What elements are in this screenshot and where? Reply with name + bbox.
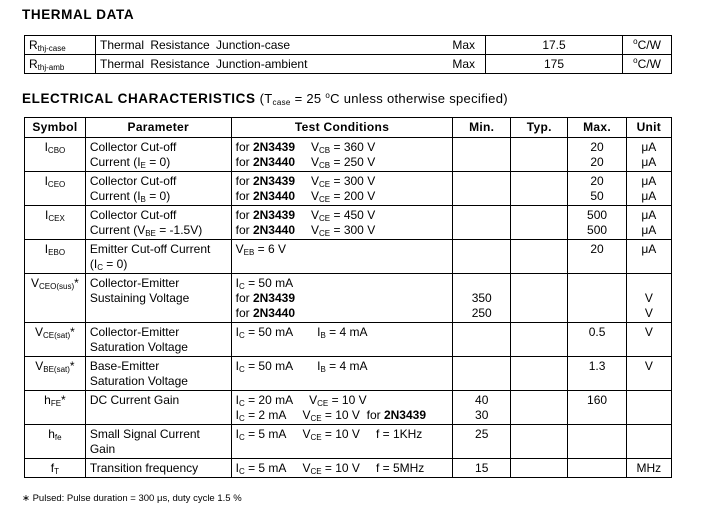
max-cell: 500 500 (568, 206, 626, 240)
symbol-cell: $V_{CEO(sus)}*$ (25, 274, 86, 323)
parameter-cell: Collector-Emitter Saturation Voltage (85, 323, 231, 357)
thermal-data-table (24, 35, 672, 74)
min-cell (453, 206, 511, 240)
symbol-cell: $h_{fe}$ (25, 425, 86, 459)
electrical-characteristics-table (24, 117, 672, 478)
unit-cell: μA μA (626, 206, 671, 240)
parameter-cell: Base-Emitter Saturation Voltage (85, 357, 231, 391)
max-cell: 1.3 (568, 357, 626, 391)
symbol-cell: $V_{CE(sat)}*$ (25, 323, 86, 357)
typ-cell (510, 357, 567, 391)
symbol-cell: $R_{thj-amb}$ (25, 55, 96, 74)
table-row (25, 391, 672, 425)
column-header: Unit (626, 118, 671, 138)
footnote: ∗ Pulsed: Pulse duration = 300 μs, duty cycle 1.5 % (22, 493, 242, 504)
parameter-cell: Collector Cut-off Current $(V_{BE} = -1.5V)$ (85, 206, 231, 240)
table-row (25, 138, 672, 172)
description-cell: Thermal Resistance Junction-case (96, 36, 432, 55)
symbol-cell: $V_{BE(sat)}*$ (25, 357, 86, 391)
test-condition-note: ($T_{case} = 25$ $^o$C unless otherwise specified) (259, 91, 508, 107)
column-header: Parameter (85, 118, 231, 138)
unit-cell (626, 425, 671, 459)
parameter-cell: Collector-Emitter Sustaining Voltage (85, 274, 231, 323)
column-header: Test Conditions (231, 118, 453, 138)
test-conditions-cell: $I_C = 50$ mA for 2N3439 for 2N3440 (231, 274, 453, 323)
unit-cell: V (626, 323, 671, 357)
max-cell: 20 50 (568, 172, 626, 206)
parameter-cell: Transition frequency (85, 459, 231, 478)
max-cell (568, 425, 626, 459)
unit-cell: $^o$C/W (623, 55, 672, 74)
symbol-cell: $I_{CEO}$ (25, 172, 86, 206)
header-row (25, 118, 672, 138)
table-row (25, 240, 672, 274)
typ-cell (510, 323, 567, 357)
column-header: Typ. (510, 118, 567, 138)
unit-cell: MHz (626, 459, 671, 478)
symbol-cell: $h_{FE}*$ (25, 391, 86, 425)
table-row (25, 172, 672, 206)
test-conditions-cell: $I_C = 50$ mA $I_B = 4$ mA (231, 357, 453, 391)
min-cell (453, 323, 511, 357)
typ-cell (510, 425, 567, 459)
value-cell: 17.5 (486, 36, 623, 55)
min-cell (453, 240, 511, 274)
typ-cell (510, 172, 567, 206)
table-row (25, 357, 672, 391)
min-cell: 25 (453, 425, 511, 459)
typ-cell (510, 240, 567, 274)
test-conditions-cell: for 2N3439 $V_{CE} = 450$ V for 2N3440 $V_{CE} = 300$ V (231, 206, 453, 240)
unit-cell: μA μA (626, 172, 671, 206)
value-cell: 175 (486, 55, 623, 74)
min-cell: 350 250 (453, 274, 511, 323)
unit-cell: μA μA (626, 138, 671, 172)
test-conditions-cell: $I_C = 5$ mA $V_{CE} = 10$ V f = 5MHz (231, 459, 453, 478)
table-row (25, 274, 672, 323)
table-row (25, 36, 672, 55)
limit-cell: Max (431, 55, 486, 74)
test-conditions-cell: $I_C = 5$ mA $V_{CE} = 10$ V f = 1KHz (231, 425, 453, 459)
max-cell: 20 20 (568, 138, 626, 172)
min-cell (453, 357, 511, 391)
unit-cell: μA (626, 240, 671, 274)
test-conditions-cell: $V_{EB} = 6$ V (231, 240, 453, 274)
symbol-cell: $R_{thj-case}$ (25, 36, 96, 55)
parameter-cell: DC Current Gain (85, 391, 231, 425)
symbol-cell: $I_{CEX}$ (25, 206, 86, 240)
max-cell (568, 459, 626, 478)
table-row (25, 425, 672, 459)
thermal-data-title: THERMAL DATA (22, 7, 135, 22)
column-header: Max. (568, 118, 626, 138)
typ-cell (510, 459, 567, 478)
column-header: Min. (453, 118, 511, 138)
parameter-cell: Collector Cut-off Current $(I_B = 0)$ (85, 172, 231, 206)
unit-cell (626, 391, 671, 425)
test-conditions-cell: for 2N3439 $V_{CE} = 300$ V for 2N3440 $V_{CE} = 200$ V (231, 172, 453, 206)
unit-cell: V V (626, 274, 671, 323)
typ-cell (510, 391, 567, 425)
description-cell: Thermal Resistance Junction-ambient (96, 55, 432, 74)
typ-cell (510, 206, 567, 240)
unit-cell: $^o$C/W (623, 36, 672, 55)
symbol-cell: $I_{CBO}$ (25, 138, 86, 172)
symbol-cell: $I_{EBO}$ (25, 240, 86, 274)
column-header: Symbol (25, 118, 86, 138)
test-conditions-cell: $I_C = 50$ mA $I_B = 4$ mA (231, 323, 453, 357)
max-cell: 0.5 (568, 323, 626, 357)
min-cell (453, 138, 511, 172)
symbol-cell: $f_T$ (25, 459, 86, 478)
parameter-cell: Emitter Cut-off Current $(I_C = 0)$ (85, 240, 231, 274)
test-conditions-cell: $I_C = 20$ mA $V_{CE} = 10$ V $I_C = 2$ mA $V_{CE} = 10$ V for 2N3439 (231, 391, 453, 425)
electrical-characteristics-title: ELECTRICAL CHARACTERISTICS ($T_{case} = 25$ $^o$C unless otherwise specified) (22, 91, 508, 107)
table-row (25, 55, 672, 74)
table-row (25, 323, 672, 357)
table-row (25, 206, 672, 240)
max-cell (568, 274, 626, 323)
min-cell (453, 172, 511, 206)
parameter-cell: Small Signal Current Gain (85, 425, 231, 459)
unit-cell: V (626, 357, 671, 391)
min-cell: 40 30 (453, 391, 511, 425)
typ-cell (510, 274, 567, 323)
test-conditions-cell: for 2N3439 $V_{CB} = 360$ V for 2N3440 $V_{CB} = 250$ V (231, 138, 453, 172)
min-cell: 15 (453, 459, 511, 478)
typ-cell (510, 138, 567, 172)
max-cell: 20 (568, 240, 626, 274)
table-row (25, 459, 672, 478)
max-cell: 160 (568, 391, 626, 425)
parameter-cell: Collector Cut-off Current $(I_E = 0)$ (85, 138, 231, 172)
limit-cell: Max (431, 36, 486, 55)
